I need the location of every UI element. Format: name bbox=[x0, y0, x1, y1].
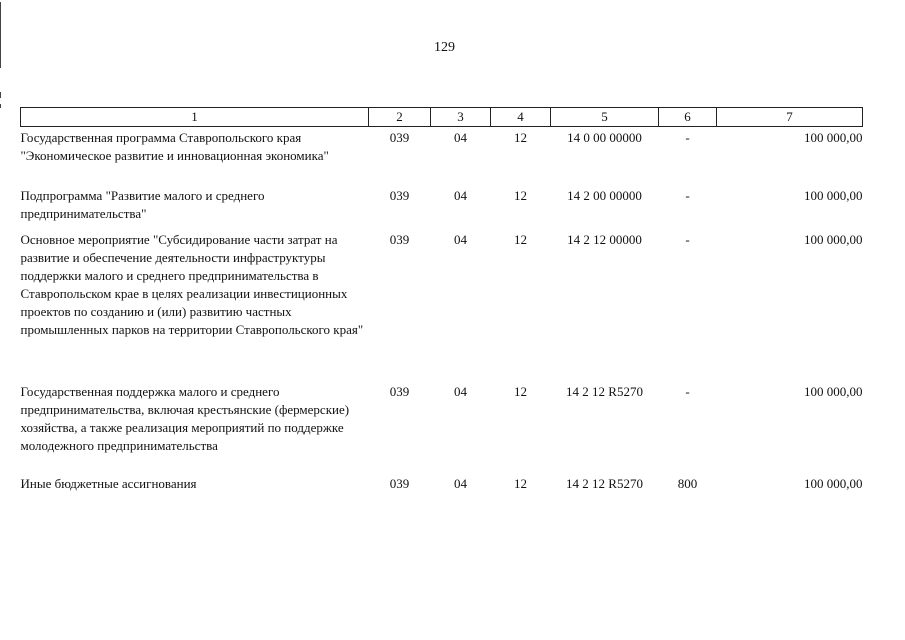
row-ved: 039 bbox=[389, 188, 410, 203]
row-name: Государственная поддержка малого и среднего предпринимательства, включая крестьянские (фермерские) хозяйства, а также реализация мероприятий по поддержке молодежного предпринимательства bbox=[20, 384, 350, 453]
column-header-3: 3 bbox=[431, 108, 491, 127]
row-ved: 039 bbox=[389, 476, 410, 491]
row-expense-type: - bbox=[685, 188, 690, 203]
column-header-6: 6 bbox=[659, 108, 717, 127]
table-row bbox=[21, 383, 863, 475]
table-row bbox=[21, 475, 863, 495]
row-amount: 100 000,00 bbox=[804, 384, 863, 399]
row-subsection: 12 bbox=[514, 384, 527, 399]
budget-table bbox=[20, 107, 863, 495]
row-ved: 039 bbox=[389, 384, 410, 399]
row-section: 04 bbox=[454, 130, 467, 145]
column-header-7: 7 bbox=[717, 108, 863, 127]
row-section: 04 bbox=[454, 232, 467, 247]
row-amount: 100 000,00 bbox=[804, 476, 863, 491]
row-target-code: 14 2 12 00000 bbox=[567, 232, 642, 247]
row-amount: 100 000,00 bbox=[804, 232, 863, 247]
row-expense-type: - bbox=[685, 232, 690, 247]
row-target-code: 14 2 12 R5270 bbox=[566, 384, 643, 399]
column-header-4: 4 bbox=[491, 108, 551, 127]
row-section: 04 bbox=[454, 476, 467, 491]
table-row bbox=[21, 127, 863, 188]
row-target-code: 14 2 00 00000 bbox=[567, 188, 642, 203]
row-subsection: 12 bbox=[514, 188, 527, 203]
row-name: Иные бюджетные ассигнования bbox=[20, 476, 197, 491]
column-header-1: 1 bbox=[21, 108, 369, 127]
row-target-code: 14 0 00 00000 bbox=[567, 130, 642, 145]
column-header-5: 5 bbox=[551, 108, 659, 127]
row-name: Государственная программа Ставропольского края "Экономическое развитие и инновационная экономика" bbox=[20, 130, 329, 163]
table-row bbox=[21, 227, 863, 383]
row-expense-type: - bbox=[685, 384, 690, 399]
row-amount: 100 000,00 bbox=[804, 130, 863, 145]
row-target-code: 14 2 12 R5270 bbox=[566, 476, 643, 491]
header-row bbox=[21, 108, 863, 127]
margin-tick bbox=[0, 104, 1, 108]
margin-tick bbox=[0, 92, 1, 98]
row-expense-type: - bbox=[685, 130, 690, 145]
row-ved: 039 bbox=[389, 130, 410, 145]
row-ved: 039 bbox=[389, 232, 410, 247]
row-name: Основное мероприятие "Субсидирование части затрат на развитие и обеспечение деятельности инфраструктуры поддержки малого и среднего предпринимательства в Ставропольском крае в целях реализации инвестиционных проектов по созданию и (или) развитию частных промышленных парков на территории Ставропольского края" bbox=[20, 232, 364, 337]
column-header-2: 2 bbox=[369, 108, 431, 127]
row-section: 04 bbox=[454, 384, 467, 399]
row-amount: 100 000,00 bbox=[804, 188, 863, 203]
table-row bbox=[21, 187, 863, 227]
row-subsection: 12 bbox=[514, 130, 527, 145]
row-subsection: 12 bbox=[514, 476, 527, 491]
page-number: 129 bbox=[434, 40, 455, 55]
row-name: Подпрограмма "Развитие малого и среднего предпринимательства" bbox=[20, 188, 265, 221]
row-subsection: 12 bbox=[514, 232, 527, 247]
row-expense-type: 800 bbox=[677, 476, 698, 491]
margin-line bbox=[0, 2, 1, 68]
row-section: 04 bbox=[454, 188, 467, 203]
